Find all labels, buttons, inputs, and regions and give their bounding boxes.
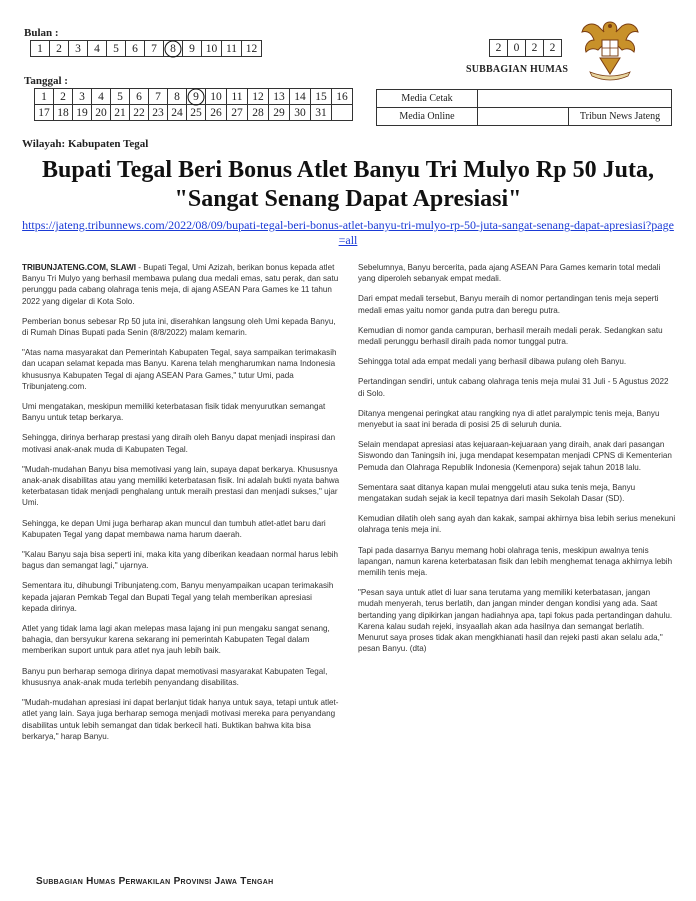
day-cell: 2 <box>54 89 73 105</box>
article-paragraph: Umi mengatakan, meskipun memiliki keterbatasan fisik tidak menyurutkan semangat Banyu untuk tetap berkarya. <box>22 402 326 423</box>
month-cell: 12 <box>242 41 262 57</box>
day-cell: 15 <box>311 89 332 105</box>
headline-line-1: Bupati Tegal Beri Bonus Atlet Banyu Tri Mulyo Rp 50 Juta, <box>42 157 654 183</box>
day-cell: 28 <box>248 105 269 121</box>
article-paragraph: Tapi pada dasarnya Banyu memang hobi olahraga tenis, meskipun awalnya tenis lapangan, namun karena keterbatasan fisik dan lebih menghemat tenaga akhirnya lebih memilih tenis meja. <box>358 545 673 578</box>
day-cell: 18 <box>54 105 73 121</box>
tanggal-label: Tanggal : <box>24 75 68 87</box>
day-cell: 21 <box>111 105 130 121</box>
day-cell: 16 <box>332 89 353 105</box>
article-paragraph: Pemberian bonus sebesar Rp 50 juta ini, diserahkan langsung oleh Umi kepada Banyu, di Rumah Dinas Bupati pada Senin (8/8/2022) malam kemarin. <box>22 316 336 338</box>
garuda-emblem-icon <box>578 16 642 82</box>
month-cell: 4 <box>88 41 107 57</box>
day-cell <box>332 105 353 121</box>
article-paragraph: Atlet yang tidak lama lagi akan melepas masa lajang ini pun mengaku sangat senang, bahagia, dan bersyukur karena sekarang ini pemerintah Kabupaten Tegal dalam memberikan suport untuk para atlet nya jauh lebih baik. <box>22 624 330 656</box>
article-paragraph: Sehingga, ke depan Umi juga berharap akan muncul dan tumbuh atlet-atlet baru dari Kabupaten Tegal yang dapat membawa nama harum daerah. <box>22 518 326 539</box>
year-digit-cell: 2 <box>490 40 508 57</box>
year-grid <box>489 39 562 57</box>
media-online-label: Media Online <box>377 108 478 126</box>
day-cell: 31 <box>311 105 332 121</box>
year-digit-cell: 0 <box>508 40 526 57</box>
article-paragraph <box>22 262 340 307</box>
media-cetak-value <box>478 90 672 108</box>
article-paragraph: Kemudian dilatih oleh sang ayah dan kakak, sampai akhirnya bisa lebih serius menekuni olahraga tenis meja ini. <box>358 514 676 535</box>
day-cell: 13 <box>269 89 290 105</box>
article-paragraph: Selain mendapat apresiasi atas kejuaraan-kejuaraan yang diraih, anak dari pasangan Siswondo dan Taningsih ini, juga mendapat kesempatan menjadi CPNS di Kementerian Pemuda dan Olahraga Republik Indonesia (Kemenpora) sejak tahun 2018 lalu. <box>358 440 672 472</box>
month-cell: 11 <box>222 41 242 57</box>
day-cell: 4 <box>92 89 111 105</box>
month-cell: 7 <box>145 41 164 57</box>
article-paragraph: Sementara saat ditanya kapan mulai menggeluti atau suka tenis meja, Banyu mengatakan sudah sejak ia kecil tepatnya dari masih Sekolah Dasar (SD). <box>358 482 636 504</box>
article-paragraph: Dari empat medali tersebut, Banyu meraih di nomor pertandingan tenis meja seperti medali emas yaitu nomor ganda putra dan beregu putra. <box>358 294 659 315</box>
article-paragraph: "Mudah-mudahan apresiasi ini dapat berlanjut tidak hanya untuk saya, tetapi untuk atlet-atlet yang lain. Saya juga berharap semoga menjadi motivasi mereka para penyandang disabilitas untuk lebih semangat dan tidak berkecil hati. Buktikan bahwa kita bisa berkarya," harap Banyu. <box>22 698 339 741</box>
day-cell: 22 <box>130 105 149 121</box>
day-cell: 20 <box>92 105 111 121</box>
day-cell: 7 <box>149 89 168 105</box>
article-paragraph-text: - Bupati Tegal, Umi Azizah, berikan bonus kepada atlet Banyu Tri Mulyo yang berhasil membawa pulang dua medali emas, satu perak, dan satu perunggu pada cabang olahraga tenis meja, di ajang ASEAN Para Games ke 11 tahun 2022 yang digelar di Kota Solo. <box>22 263 339 306</box>
article-column-right <box>358 262 676 663</box>
article-paragraph: "Mudah-mudahan Banyu bisa memotivasi yang lain, supaya dapat berkarya. Khususnya anak-anak disabilitas atau yang memiliki keterbatasan fisik. Ini adalah bukti nyata bahwa keterbatasan tidak menjadi penghalang untuk meraih prestasi dan menjadi sukses," ujar Umi. <box>22 464 340 508</box>
day-cell: 1 <box>35 89 54 105</box>
article-column-left <box>22 262 340 751</box>
article-paragraph: "Kalau Banyu saja bisa seperti ini, maka kita yang diberikan keadaan normal harus lebih bagus dan semangat lagi," ujarnya. <box>22 550 339 571</box>
day-cell: 27 <box>227 105 248 121</box>
headline-line-2: "Sangat Senang Dapat Apresiasi" <box>174 186 522 212</box>
dateline: TRIBUNJATENG.COM, SLAWI <box>22 263 137 272</box>
article-paragraph: Kemudian di nomor ganda campuran, berhasil meraih medali perak. Sedangkan satu medali perunggu berhasil diraih pada nomor tunggal putra. <box>358 325 663 347</box>
article-paragraph: Banyu pun berharap semoga dirinya dapat memotivasi masyarakat Kabupaten Tegal, khususnya anak-anak muda terlebih penyandang disabilitas. <box>22 666 328 687</box>
month-cell: 3 <box>69 41 88 57</box>
year-digit-cell: 2 <box>544 40 562 57</box>
footer-label: Subbagian Humas Perwakilan Provinsi Jawa Tengah <box>36 876 274 887</box>
bulan-label: Bulan : <box>24 27 59 39</box>
year-digit-cell: 2 <box>526 40 544 57</box>
month-cell: 10 <box>202 41 222 57</box>
subbagian-humas-label: SUBBAGIAN HUMAS <box>466 64 569 75</box>
day-cell: 29 <box>269 105 290 121</box>
day-cell: 6 <box>130 89 149 105</box>
month-cell: 8 <box>164 41 183 57</box>
day-cell: 10 <box>206 89 227 105</box>
day-cell: 19 <box>73 105 92 121</box>
month-cell: 1 <box>31 41 50 57</box>
article-paragraph: Pertandingan sendiri, untuk cabang olahraga tenis meja mulai 31 Juli - 5 Agustus 2022 di Solo. <box>358 377 669 398</box>
article-paragraph: Ditanya mengenai peringkat atau rangking nya di atlet paralympic tenis meja, Banyu menyebut ia saat ini berada di posisi 25 di seluruh dunia. <box>358 408 660 430</box>
day-cell: 23 <box>149 105 168 121</box>
article-url-link[interactable]: https://jateng.tribunnews.com/2022/08/09/bupati-tegal-beri-bonus-atlet-banyu-tri-mulyo-rp-50-juta-sangat-senang-dapat-apresiasi?page=all <box>22 218 674 247</box>
day-cell: 26 <box>206 105 227 121</box>
month-cell: 6 <box>126 41 145 57</box>
month-cell: 9 <box>183 41 202 57</box>
media-online-value: Tribun News Jateng <box>569 108 672 126</box>
day-cell: 24 <box>168 105 187 121</box>
media-cetak-label: Media Cetak <box>377 90 478 108</box>
day-cell: 14 <box>290 89 311 105</box>
article-paragraph: "Pesan saya untuk atlet di luar sana terutama yang memiliki keterbatasan, jangan mudah menyerah, terus berlatih, dan jangan minder dengan kondisi yang ada. Saat bertanding yang dipikirkan jangan hadiahnya apa, tapi fokus pada pertandingan dahulu. Karena kalau sudah rejeki, insyaallah akan ada hasilnya dan semangat berlatih. Menurut saya proses tidak akan mengkhianati hasil dan rejeki pasti akan selalu ada," pesan Banyu. (dta) <box>358 588 673 654</box>
article-paragraph: Sehingga total ada empat medali yang berhasil dibawa pulang oleh Banyu. <box>358 357 627 367</box>
month-cell: 5 <box>107 41 126 57</box>
media-table <box>376 89 672 126</box>
article-paragraph: Sebelumnya, Banyu bercerita, pada ajang ASEAN Para Games kemarin total medali yang diperoleh sebanyak empat medali. <box>358 263 661 284</box>
day-grid <box>34 88 353 121</box>
day-cell: 25 <box>187 105 206 121</box>
article-paragraph: Sehingga, dirinya berharap prestasi yang diraih oleh Banyu dapat menjadi inspirasi dan motivasi anak-anak muda di Kabupaten Tegal. <box>22 433 336 454</box>
day-cell: 30 <box>290 105 311 121</box>
day-cell: 8 <box>168 89 187 105</box>
day-cell: 17 <box>35 105 54 121</box>
month-cell: 2 <box>50 41 69 57</box>
article-paragraph: Sementara itu, dihubungi Tribunjateng.com, Banyu menyampaikan ucapan terimakasih kepada jajaran Pemkab Tegal dan Bupati Tegal yang telah memberikan apresiasi kepada dirinya. <box>22 581 334 613</box>
article-paragraph: "Atas nama masyarakat dan Pemerintah Kabupaten Tegal, saya sampaikan terimakasih dan ucapan selamat kepada mas Banyu. Karena telah mengharumkan nama Indonesia khususnya Kabupaten Tegal di ajang ASEAN Para Games," tutur Umi, pada Tribunjateng.com. <box>22 348 337 391</box>
day-cell: 12 <box>248 89 269 105</box>
day-cell: 5 <box>111 89 130 105</box>
month-grid <box>30 40 262 57</box>
wilayah-label: Wilayah: Kabupaten Tegal <box>22 138 149 150</box>
day-cell: 11 <box>227 89 248 105</box>
day-cell: 9 <box>187 89 206 105</box>
article-headline <box>0 156 696 214</box>
day-cell: 3 <box>73 89 92 105</box>
